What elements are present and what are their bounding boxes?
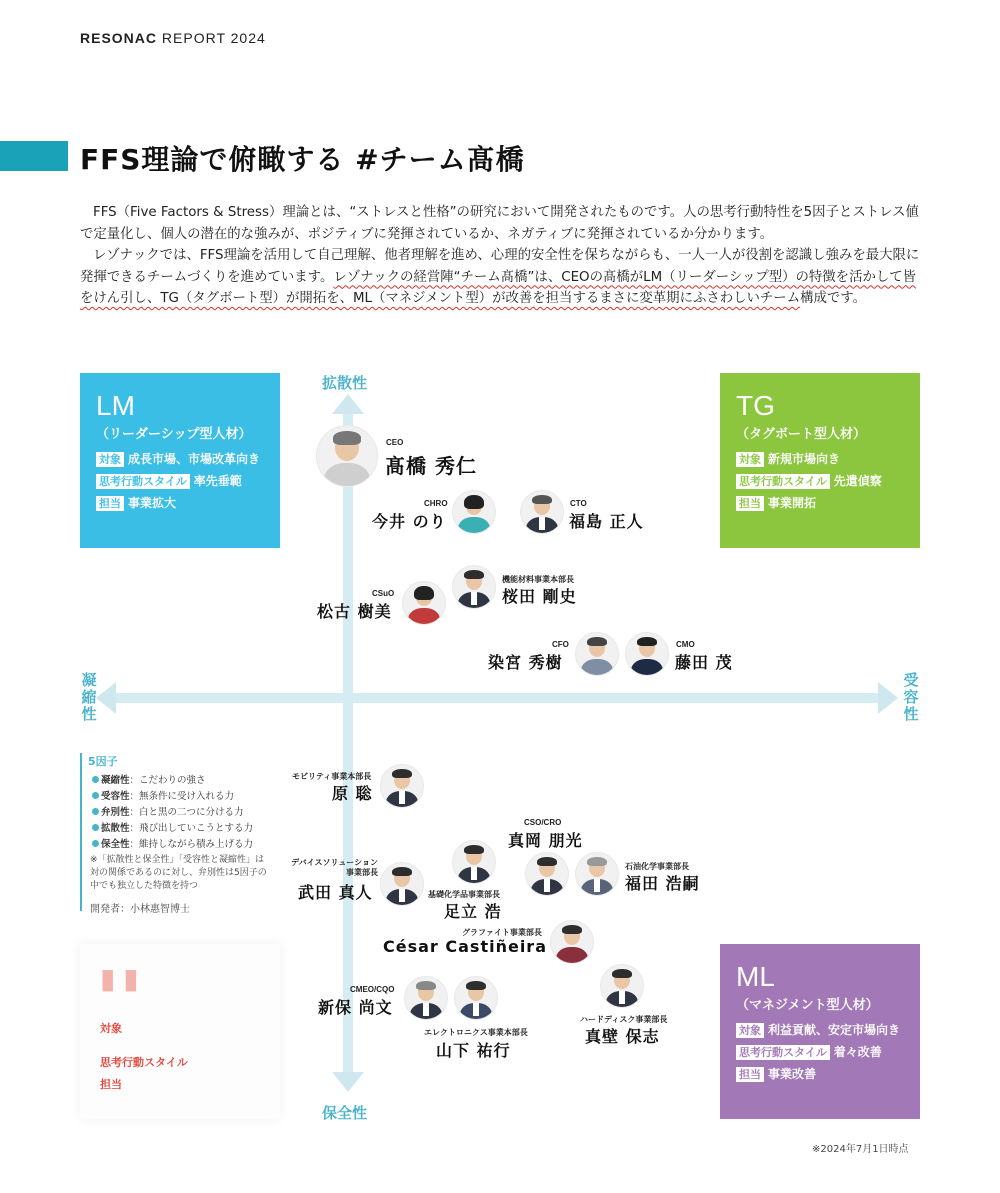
person-name: 藤田 茂 [675, 653, 733, 672]
person-name: 染宮 秀樹 [488, 653, 563, 672]
person-name: 桜田 剛史 [502, 587, 577, 606]
person-role: CHRO [424, 499, 448, 508]
horizontal-axis [112, 693, 882, 703]
person-name: 真壁 保志 [585, 1027, 660, 1046]
type-code: TG [736, 390, 775, 421]
person-name: César Castiñeira [383, 937, 547, 956]
avatar [454, 976, 498, 1020]
avatar [520, 490, 564, 534]
person-name: 真岡 朋光 [508, 831, 583, 850]
person-role: CFO [552, 640, 569, 649]
axis-label-bottom: 保全性 [322, 1104, 368, 1122]
intro-text [80, 202, 925, 310]
type-subtitle: （タグボート型人材） [736, 427, 867, 442]
person-role: CSO/CRO [524, 818, 562, 827]
bullet-icon [92, 792, 99, 799]
five-factors-item: 拡散性：飛び出していこうとする力 [92, 820, 253, 834]
arrow-left-icon [96, 682, 116, 714]
faded-type-box [80, 944, 280, 1119]
five-factors-title: 5因子 [88, 755, 118, 768]
bullet-icon [92, 776, 99, 783]
avatar [452, 490, 496, 534]
arrow-right-icon [878, 682, 898, 714]
developer-credit: 開発者：小林惠智博士 [90, 904, 190, 915]
person-name: 福田 浩嗣 [625, 874, 700, 893]
person-name: 山下 祐行 [436, 1041, 511, 1060]
type-target: 対象 新規市場向き [736, 450, 904, 467]
highlighted-sentence: レゾナックの経営陣“チーム髙橋”は、CEOの髙橋がLM（リーダーシップ型）の特徴を活かして皆をけん引し、TG（タグボート型）が開拓を、ML（マネジメント型）が改善を担当するまさに変革期にふさわしいチーム [80, 269, 917, 306]
bullet-icon [92, 824, 99, 831]
person-role: ハードディスク事業部長 [580, 1015, 668, 1024]
five-factors-item: 保全性：維持しながら積み上げる力 [92, 836, 253, 850]
person-name: 今井 のり [372, 512, 447, 531]
person-role: 基礎化学品事業部長 [428, 890, 500, 899]
person-role: CSuO [372, 589, 395, 598]
person-name: 原 聡 [332, 784, 373, 803]
type-box-tg [720, 373, 920, 548]
person-name: 松古 樹美 [317, 602, 392, 621]
person-name: 髙橋 秀仁 [385, 454, 477, 478]
person-name: 福島 正人 [569, 512, 644, 531]
avatar [404, 976, 448, 1020]
five-factors-rule [80, 753, 82, 911]
bullet-icon [92, 808, 99, 815]
faded-role: 担当 [100, 1078, 122, 1091]
type-role: 担当 事業開拓 [736, 494, 904, 511]
person-role: エレクトロニクス事業本部長 [424, 1028, 528, 1037]
person-name: 足立 浩 [444, 902, 502, 921]
five-factors-item: 受容性：無条件に受け入れる力 [92, 788, 234, 802]
title-accent-bar [0, 141, 68, 171]
type-style: 思考行動スタイル 率先垂範 [96, 472, 264, 489]
five-factors-item: 弁別性：白と黒の二つに分ける力 [92, 804, 244, 818]
avatar [600, 964, 644, 1008]
person-role: CEO [386, 438, 404, 447]
avatar [452, 840, 496, 884]
type-code: ML [736, 961, 775, 992]
avatar [550, 920, 594, 964]
person-name: 新保 尚文 [318, 998, 393, 1017]
faded-target: 対象 [100, 1022, 122, 1035]
faded-style: 思考行動スタイル [100, 1056, 188, 1069]
person-role: CMO [676, 640, 695, 649]
type-box-ml [720, 944, 920, 1119]
page-title: FFS理論で俯瞰する #チーム髙橋 [80, 143, 525, 176]
type-role: 担当 事業拡大 [96, 494, 264, 511]
person-role: 石油化学事業部長 [625, 862, 689, 871]
avatar [380, 862, 424, 906]
axis-label-right: 受容性 [903, 671, 919, 723]
date-footnote: ※2024年7月1日時点 [812, 1144, 909, 1155]
avatar [625, 632, 669, 676]
intro-paragraph-2: レゾナックでは、FFS理論を活用して自己理解、他者理解を進め、心理的安全性を保ちながらも、一人一人が役割を認識し強みを最大限に発揮できるチームづくりを進めています。レゾナックの経営陣“チーム髙橋”は、CEOの髙橋がLM（リーダーシップ型）の特徴を活かして皆をけん引し、TG（タグボート型）が開拓を、ML（マネジメント型）が改善を担当するまさに変革期にふさわしいチーム構成です。 [80, 248, 920, 306]
type-code: LM [96, 390, 135, 421]
avatar [402, 581, 446, 625]
person-role: CMEO/CQO [350, 985, 395, 994]
avatar [575, 852, 619, 896]
person-name: 武田 真人 [298, 883, 373, 902]
vertical-axis [343, 410, 353, 1078]
arrow-up-icon [332, 394, 364, 414]
avatar [575, 632, 619, 676]
avatar [452, 565, 496, 609]
type-style: 思考行動スタイル 先遣偵察 [736, 472, 904, 489]
person-role: グラファイト事業部長 [462, 928, 542, 937]
person-role: 機能材料事業本部長 [502, 575, 574, 584]
type-box-lm [80, 373, 280, 548]
faded-box-graphic: ▮ ▮ [100, 963, 139, 994]
five-factors-note: ※「拡散性と保全性」「受容性と凝縮性」は対の関係であるのに対し、弁別性は5因子の中でも独立した特徴を持つ [90, 855, 267, 891]
type-role: 担当 事業改善 [736, 1065, 904, 1082]
type-subtitle: （リーダーシップ型人材） [96, 427, 252, 442]
type-target: 対象 利益貢献、安定市場向き [736, 1021, 904, 1038]
bullet-icon [92, 840, 99, 847]
intro-paragraph-1: FFS（Five Factors & Stress）理論とは、“ストレスと性格”の研究において開発されたものです。人の思考行動特性を5因子とストレス値で定量化し、個人の潜在的な強みが、ポジティブに発揮されているか、ネガティブに発揮されているか分かります。 [80, 205, 919, 242]
five-factors-item: 凝縮性：こだわりの強さ [92, 772, 206, 786]
arrow-down-icon [332, 1072, 364, 1092]
axis-label-top: 拡散性 [322, 374, 368, 392]
person-role: モビリティ事業本部長 [292, 772, 372, 781]
avatar [525, 852, 569, 896]
axis-label-left: 凝縮性 [81, 671, 97, 723]
avatar [316, 425, 378, 487]
person-role: デバイスソリューション事業部長 [291, 858, 378, 877]
person-role: CTO [570, 499, 587, 508]
type-style: 思考行動スタイル 着々改善 [736, 1043, 904, 1060]
report-brand: RESONAC REPORT 2024 [80, 30, 266, 46]
avatar [380, 764, 424, 808]
type-target: 対象 成長市場、市場改革向き [96, 450, 264, 467]
type-subtitle: （マネジメント型人材） [736, 998, 879, 1013]
